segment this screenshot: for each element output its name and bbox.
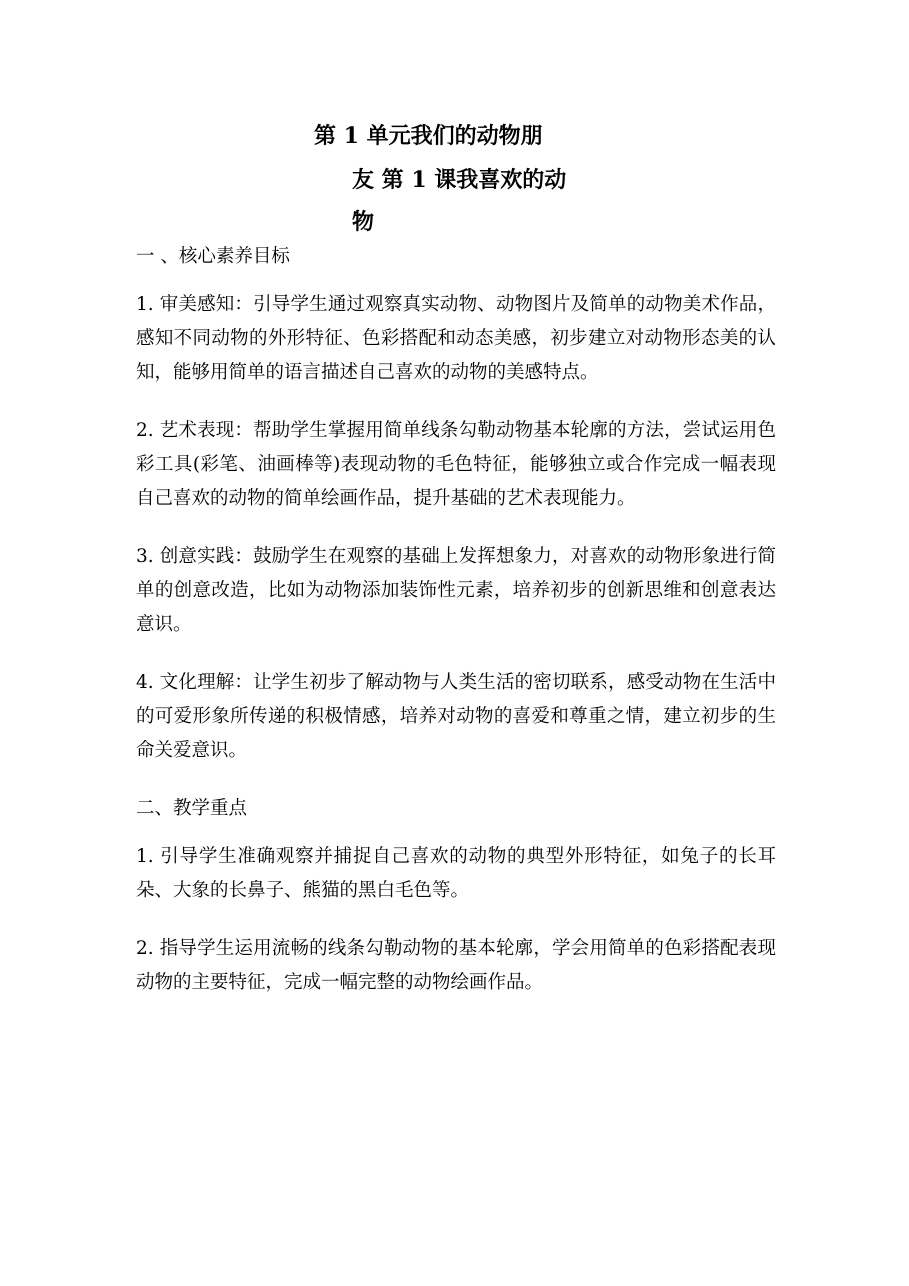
- title-line-2: 友 第 1 课我喜欢的动: [352, 167, 567, 193]
- title-line-1: 第 1 单元我们的动物朋: [314, 123, 543, 149]
- goal-item-cultural-understanding: 4. 文化理解：让学生初步了解动物与人类生活的密切联系，感受动物在生活中的可爱形象所传递的积极情感，培养对动物的喜爱和尊重之情，建立初步的生命关爱意识。: [136, 672, 776, 761]
- goal-item-aesthetic: 1. 审美感知：引导学生通过观察真实动物、动物图片及简单的动物美术作品，感知不同动物的外形特征、色彩搭配和动态美感，初步建立对动物形态美的认知，能够用简单的语言描述自己喜欢的动物的美感特点。: [136, 294, 776, 383]
- key-point-item-1: 1. 引导学生准确观察并捕捉自己喜欢的动物的典型外形特征，如兔子的长耳朵、大象的长鼻子、熊猫的黑白毛色等。: [136, 846, 776, 901]
- title-line-3: 物: [352, 209, 375, 235]
- spacer: [136, 828, 776, 840]
- section-heading-key-points: 二、教学重点: [136, 798, 248, 819]
- spacer: [136, 768, 776, 792]
- section-heading-goals: 一 、核心素养目标: [136, 246, 290, 267]
- document-body: [136, 240, 776, 1000]
- goal-item-art-expression: 2. 艺术表现：帮助学生掌握用简单线条勾勒动物基本轮廓的方法，尝试运用色彩工具(彩笔、油画棒等)表现动物的毛色特征，能够独立或合作完成一幅表现自己喜欢的动物的简单绘画作品，提升基础的艺术表现能力。: [136, 420, 776, 509]
- spacer: [136, 516, 776, 540]
- spacer: [136, 276, 776, 288]
- goal-item-creative-practice: 3. 创意实践：鼓励学生在观察的基础上发挥想象力，对喜欢的动物形象进行简单的创意改造，比如为动物添加装饰性元素，培养初步的创新思维和创意表达意识。: [136, 546, 776, 635]
- spacer: [136, 390, 776, 414]
- spacer: [136, 908, 776, 932]
- key-point-item-2: 2. 指导学生运用流畅的线条勾勒动物的基本轮廓，学会用简单的色彩搭配表现动物的主要特征，完成一幅完整的动物绘画作品。: [136, 938, 776, 993]
- spacer: [136, 642, 776, 666]
